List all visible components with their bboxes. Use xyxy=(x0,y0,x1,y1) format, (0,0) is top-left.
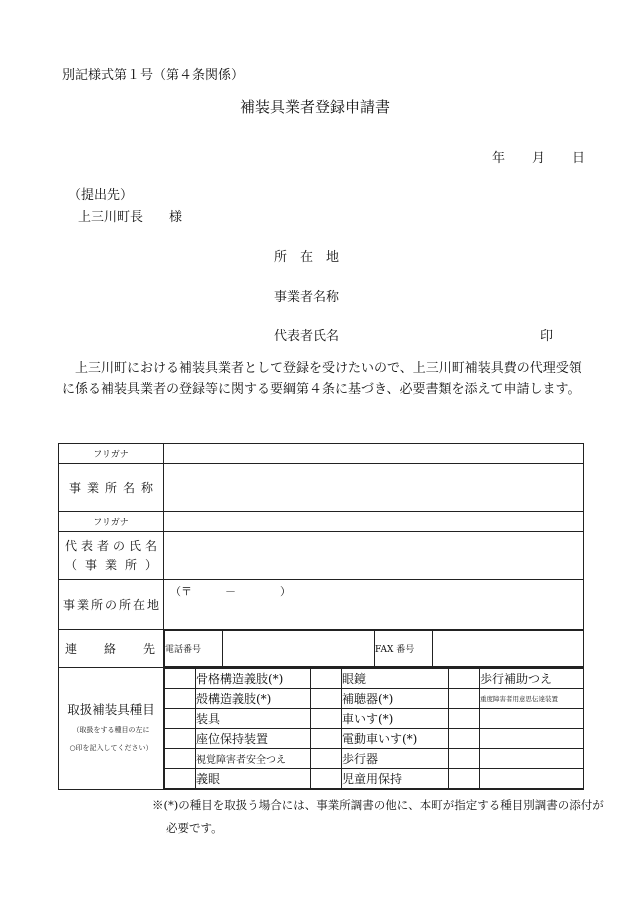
seal-mark: 印 xyxy=(540,329,554,344)
type-mark-cell[interactable] xyxy=(165,749,196,769)
applicant-representative-label: 代表者氏名 xyxy=(274,329,340,344)
applicant-business-label: 事業者名称 xyxy=(274,290,340,305)
type-mark-cell[interactable] xyxy=(311,689,342,709)
page-title: 補装具業者登録申請書 xyxy=(239,98,390,116)
type-name: 歩行器 xyxy=(342,749,449,769)
phone-field[interactable] xyxy=(223,631,375,667)
types-note: （取扱をする種目の左に xyxy=(72,725,150,734)
type-mark-cell[interactable] xyxy=(311,749,342,769)
type-mark-cell[interactable] xyxy=(165,769,196,789)
date-year: 年 xyxy=(492,151,506,166)
type-name xyxy=(480,709,584,729)
type-name: 義眼 xyxy=(196,769,311,789)
date-month: 月 xyxy=(532,151,546,166)
furigana-label: フリガナ xyxy=(59,512,164,532)
type-name: 視覚障害者安全つえ xyxy=(196,749,311,769)
rep-office-label: （事業所） xyxy=(65,557,157,572)
registration-table xyxy=(58,443,584,790)
type-mark-cell[interactable] xyxy=(165,669,196,689)
form-label: 別記様式第１号（第４条関係） xyxy=(62,68,245,83)
rep-furigana-field[interactable] xyxy=(164,512,584,532)
office-address-field[interactable] xyxy=(164,580,584,630)
submit-to-label: （提出先） xyxy=(68,188,134,203)
office-address-label: 事業所の所在地 xyxy=(63,598,159,612)
office-name-label: 事業所名称 xyxy=(69,481,153,495)
type-name: 車いす(*) xyxy=(342,709,449,729)
type-name: 歩行補助つえ xyxy=(480,669,584,689)
type-name xyxy=(480,729,584,749)
type-name: 座位保持装置 xyxy=(196,729,311,749)
type-mark-cell[interactable] xyxy=(311,669,342,689)
type-name: 電動車いす(*) xyxy=(342,729,449,749)
type-name: 児童用保持 xyxy=(342,769,449,789)
type-name: 骨格構造義肢(*) xyxy=(196,669,311,689)
fax-field[interactable] xyxy=(433,631,584,667)
contact-label: 連絡先 xyxy=(65,642,155,656)
type-mark-cell[interactable] xyxy=(165,689,196,709)
applicant-address-label: 所 在 地 xyxy=(274,250,340,265)
type-name xyxy=(480,769,584,789)
phone-label: 電話番号 xyxy=(165,631,223,667)
type-mark-cell[interactable] xyxy=(449,749,480,769)
type-name: 殻構造義肢(*) xyxy=(196,689,311,709)
type-mark-cell[interactable] xyxy=(449,729,480,749)
type-mark-cell[interactable] xyxy=(449,709,480,729)
type-mark-cell[interactable] xyxy=(449,669,480,689)
rep-name-field[interactable] xyxy=(164,532,584,580)
type-mark-cell[interactable] xyxy=(165,709,196,729)
type-mark-cell[interactable] xyxy=(311,729,342,749)
type-name: 眼鏡 xyxy=(342,669,449,689)
furigana-label: フリガナ xyxy=(59,444,164,464)
footnote-line-2: 必要です。 xyxy=(166,821,223,835)
office-furigana-field[interactable] xyxy=(164,444,584,464)
types-note: ○印を記入してください） xyxy=(69,743,153,752)
types-label: 取扱補装具種目 xyxy=(67,701,155,717)
postal-code-field: （〒 － ） xyxy=(170,585,291,598)
fax-label: FAX 番号 xyxy=(375,631,433,667)
recipient-name: 上三川町長 様 xyxy=(78,210,183,225)
type-name: 装具 xyxy=(196,709,311,729)
date-day: 日 xyxy=(572,151,586,166)
type-name: 補聴器(*) xyxy=(342,689,449,709)
footnote-line-1: ※(*)の種目を取扱う場合には、事業所調書の他に、本町が指定する種目別調書の添付が xyxy=(152,798,604,812)
application-statement: 上三川町における補装具業者として登録を受けたいので、上三川町補装具費の代理受領に係る補装具業者の登録等に関する要綱第４条に基づき、必要書類を添えて申請します。 xyxy=(62,361,582,397)
type-mark-cell[interactable] xyxy=(311,709,342,729)
type-name xyxy=(480,749,584,769)
office-name-field[interactable] xyxy=(164,464,584,512)
types-grid xyxy=(164,668,583,789)
type-mark-cell[interactable] xyxy=(311,769,342,789)
type-mark-cell[interactable] xyxy=(165,729,196,749)
type-name: 重度障害者用意思伝達装置 xyxy=(480,689,584,709)
type-mark-cell[interactable] xyxy=(449,689,480,709)
type-mark-cell[interactable] xyxy=(449,769,480,789)
rep-name-label: 代表者の氏名 xyxy=(65,538,157,553)
